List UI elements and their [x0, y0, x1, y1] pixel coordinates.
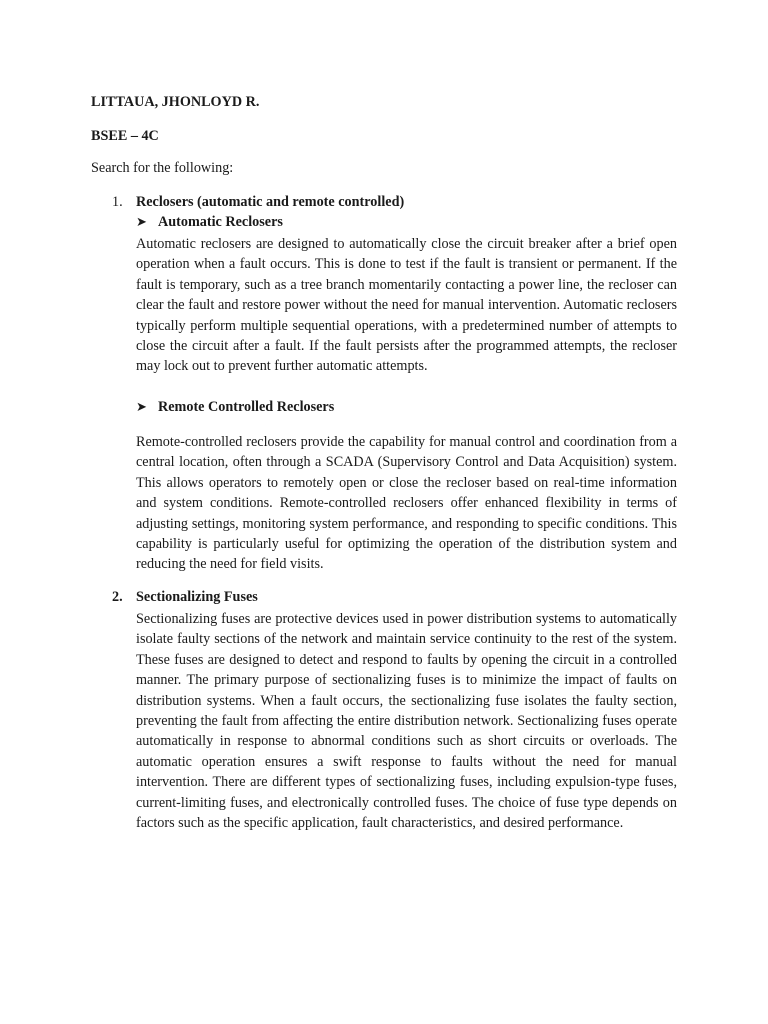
item-2-title: Sectionalizing Fuses [136, 589, 258, 605]
subsection-heading: Automatic Reclosers [158, 214, 283, 230]
course-section: BSEE – 4C [91, 128, 159, 144]
item-2-number: 2. [112, 589, 123, 605]
subsection-automatic-reclosers [136, 214, 283, 231]
remote-reclosers-paragraph: Remote-controlled reclosers provide the capability for manual control and coordination from a central location, often through a SCADA (Supervisory Control and Data Acquisition) system. This allows operators to remotely open or close the recloser based on real-time information and system conditions. Remote-controlled reclosers offer enhanced flexibility in terms of adjusting settings, monitoring system performance, and responding to specific conditions. This capability is particularly useful for optimizing the operation of the distribution system and reducing the need for field visits. [136, 434, 677, 573]
item-1-title: Reclosers (automatic and remote controlled) [136, 194, 405, 210]
subsection-heading: Remote Controlled Reclosers [158, 399, 335, 415]
student-name: LITTAUA, JHONLOYD R. [91, 94, 260, 110]
subsection-remote-controlled-reclosers [136, 399, 334, 416]
item-1-number: 1. [112, 194, 123, 210]
sectionalizing-fuses-paragraph: Sectionalizing fuses are protective devices used in power distribution systems to automatically isolate faulty sections of the network and maintain service continuity to the rest of the system. These fuses are designed to detect and respond to faults by opening the circuit in a controlled manner. The primary purpose of sectionalizing fuses is to minimize the impact of faults on distribution systems. When a fault occurs, the sectionalizing fuse isolates the faulty section, preventing the fault from affecting the entire distribution network. Sectionalizing fuses operate automatically in response to abnormal conditions such as short circuits or overloads. The automatic operation ensures a swift response to faults without the need for manual intervention. There are different types of sectionalizing fuses, including expulsion-type fuses, current-limiting fuses, and electronically controlled fuses. The choice of fuse type depends on factors such as the specific application, fault characteristics, and desired performance. [136, 611, 677, 832]
arrow-bullet-icon: ➤ [136, 400, 147, 415]
intro-text: Search for the following: [91, 160, 234, 176]
automatic-reclosers-paragraph: Automatic reclosers are designed to automatically close the circuit breaker after a brief open operation when a fault occurs. This is done to test if the fault is transient or permanent. If the fault is temporary, such as a tree branch momentarily contacting a power line, the recloser can clear the fault and restore power without the need for manual intervention. Automatic reclosers typically perform multiple sequential operations, with a predetermined number of attempts to close the circuit after a fault. If the fault persists after the programmed attempts, the recloser may lock out to prevent further automatic attempts. [136, 236, 677, 375]
arrow-bullet-icon: ➤ [136, 215, 147, 230]
